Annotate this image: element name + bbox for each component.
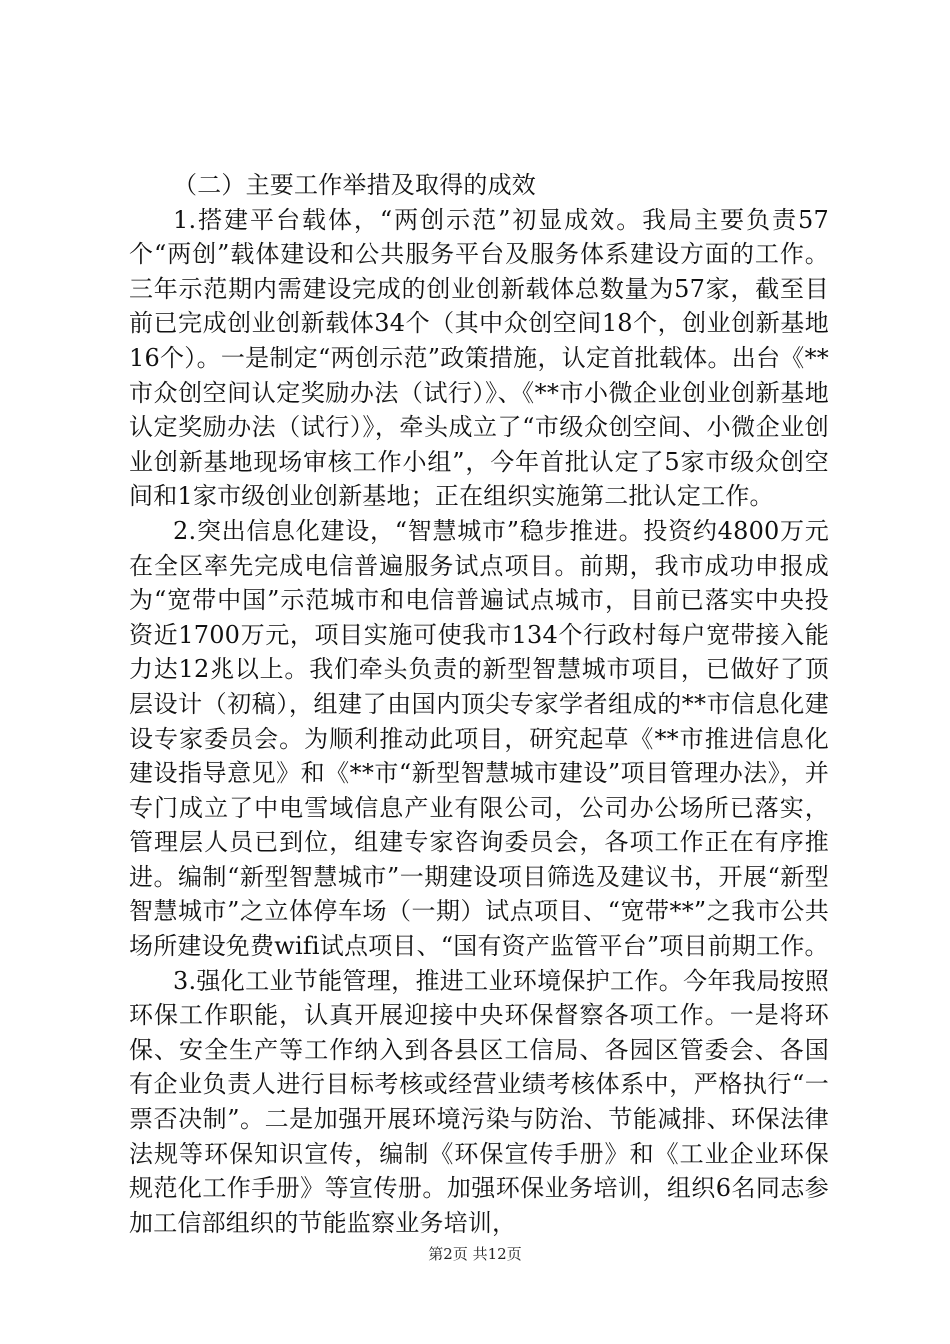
document-body (129, 168, 829, 1240)
paragraph-platform-carriers: 1.搭建平台载体，“两创示范”初显成效。我局主要负责57个“两创”载体建设和公共服务平台及服务体系建设方面的工作。三年示范期内需建设完成的创业创新载体总数量为57家，截至目前已完成创业创新载体34个（其中众创空间18个，创业创新基地16个）。一是制定“两创示范”政策措施，认定首批载体。出台《**市众创空间认定奖励办法（试行）》、《**市小微企业创业创新基地认定奖励办法（试行）》，牵头成立了“市级众创空间、小微企业创业创新基地现场审核工作小组”，今年首批认定了5家市级众创空间和1家市级创业创新基地；正在组织实施第二批认定工作。 (129, 205, 829, 511)
section-heading: （二）主要工作举措及取得的成效 (173, 171, 536, 199)
paragraph-energy-saving: 3.强化工业节能管理，推进工业环境保护工作。今年我局按照环保工作职能，认真开展迎接中央环保督察各项工作。一是将环保、安全生产等工作纳入到各县区工信局、各园区管委会、各国有企业负责人进行目标考核或经营业绩考核体系中，严格执行“一票否决制”。二是加强开展环境污染与防治、节能减排、环保法律法规等环保知识宣传，编制《环保宣传手册》和《工业企业环保规范化工作手册》等宣传册。加强环保业务培训，组织6名同志参加工信部组织的节能监察业务培训， (129, 966, 829, 1237)
paragraph-informatization: 2.突出信息化建设，“智慧城市”稳步推进。投资约4800万元在全区率先完成电信普遍服务试点项目。前期，我市成功申报成为“宽带中国”示范城市和电信普遍试点城市，目前已落实中央投资近1700万元，项目实施可使我市134个行政村每户宽带接入能力达12兆以上。我们牵头负责的新型智慧城市项目，已做好了顶层设计（初稿），组建了由国内顶尖专家学者组成的**市信息化建设专家委员会。为顺利推动此项目，研究起草《**市推进信息化建设指导意见》和《**市“新型智慧城市建设”项目管理办法》，并专门成立了中电雪域信息产业有限公司，公司办公场所已落实，管理层人员已到位，组建专家咨询委员会，各项工作正在有序推进。编制“新型智慧城市”一期建设项目筛选及建议书，开展“新型智慧城市”之立体停车场（一期）试点项目、“宽带**”之我市公共场所建设免费wifi试点项目、“国有资产监管平台”项目前期工作。 (129, 516, 829, 961)
page-number-footer: 第2页 共12页 (428, 1245, 522, 1263)
